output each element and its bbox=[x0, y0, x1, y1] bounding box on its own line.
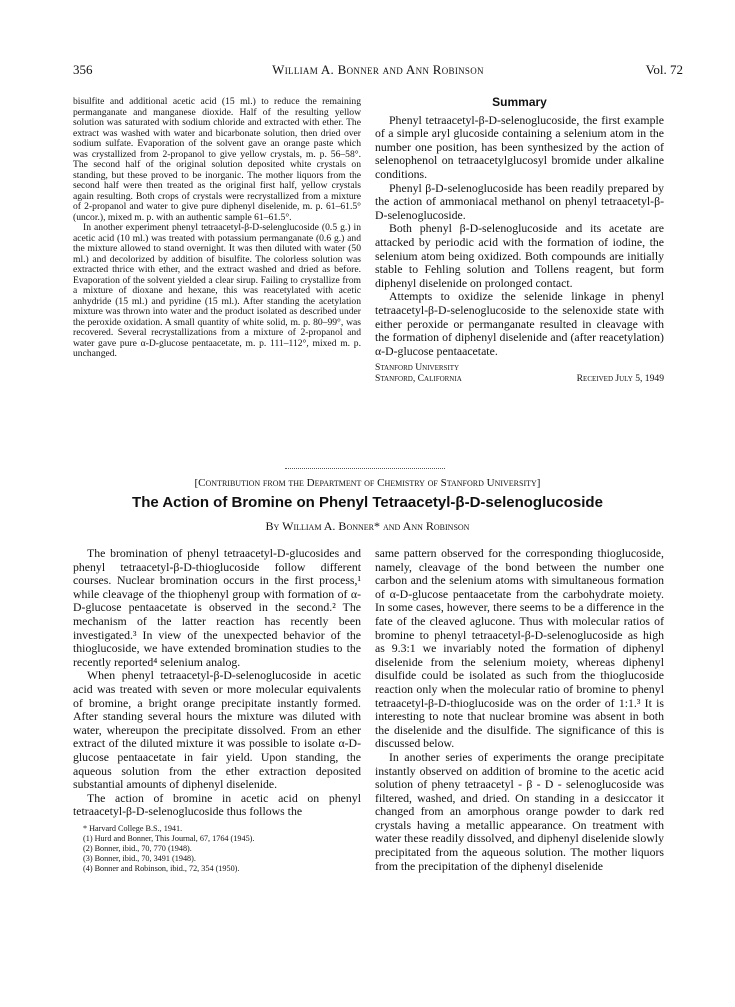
affiliation bbox=[375, 362, 664, 384]
summary-paragraph: Both phenyl β-D-selenoglucoside and its acetate are attacked by periodic acid with the formation of iodine, the selenium atom being oxidized. Both compounds are initially stable to Fehling solution and Tollens reagent, but form diphenyl diselenide on prolonged contact. bbox=[375, 221, 664, 290]
affiliation-line: Stanford, California bbox=[375, 373, 462, 385]
article-title: The Action of Bromine on Phenyl Tetraacetyl-β-D-selenoglucoside bbox=[132, 494, 603, 511]
article-right-column bbox=[375, 547, 664, 873]
footnote: (4) Bonner and Robinson, ibid., 72, 354 (1950). bbox=[83, 863, 240, 873]
experimental-text-column bbox=[73, 97, 361, 360]
article-left-column bbox=[73, 547, 361, 874]
received-date: Received July 5, 1949 bbox=[576, 373, 664, 385]
experimental-paragraph: bisulfite and additional acetic acid (15 ml.) to reduce the remaining permanganate and manganese dioxide. Half of the resulting yellow solution was saturated with sodium chloride and extracted with ether. The extract was washed with water and bicarbonate solution, then dried over sodium sulfate. Evaporation of the solvent gave an orange paste which was crystallized from 2-propanol to give yellow crystals, m. p. 56–58°. The second half of the original solution deposited white crystals on standing, but these proved to be inorganic. The mother liquors from the second half were then treated as the original first half, yellow crystals again resulting. Both crops of crystals were recrystallized from a mixture of 2-propanol and water to give pure diphenyl diselenide, m. p. 61–61.5° (uncor.), mixed m. p. with an authentic sample 61–61.5°. bbox=[73, 96, 361, 223]
footnotes bbox=[73, 824, 361, 874]
body-paragraph: When phenyl tetraacetyl-β-D-selenoglucoside in acetic acid was treated with seven or more molecular equivalents of bromine, a bright orange precipitate instantly formed. After standing several hours the mixture was diluted with water, whereupon the precipitate dissolved. From an ether extract of the diluted mixture it was possible to isolate α-D-glucose pentaacetate in fair yield. Upon standing, the aqueous solution from the ether extraction deposited substantial amounts of diphenyl diselenide. bbox=[73, 668, 361, 792]
summary-section bbox=[375, 96, 664, 384]
body-paragraph: same pattern observed for the corresponding thioglucoside, namely, cleavage of the bond between the number one carbon and the selenium atoms with simultaneous formation of α-D-glucose pentaacetate from the carbohydrate moiety. In some cases, however, there seems to be a difference in the fate of the cleaved aglucone. Thus with molecular ratios of bromine to phenyl tetraacetyl-β-D-selenoglucoside as high as 9.3:1 we invariably noted the formation of diphenyl diselenide from the selenium moiety, whereas diphenyl disulfide could be isolated as such from the thioglucoside reaction only when the molecular ratio of bromine to phenyl tetraacetyl-β-D-thioglucoside was on the order of 1:1.³ It is interesting to note that nuclear bromine was absent in both the diselenide and the disulfide. The significance of this is discussed below. bbox=[375, 546, 664, 751]
body-paragraph: The bromination of phenyl tetraacetyl-D-glucosides and phenyl tetraacetyl-β-D-thioglucoside follow different courses. Nuclear bromination occurs in the first process,¹ while cleavage of the thiophenyl group with formation of α-D-glucose pentaacetate is observed in the second.² The mechanism of the latter reaction has recently been investigated.³ In view of the unexpected behavior of the thioglucoside, we have extended bromination studies to the recently reported⁴ selenium analog. bbox=[73, 546, 361, 669]
summary-heading: Summary bbox=[492, 95, 547, 109]
article-divider bbox=[285, 468, 445, 469]
volume-number: Vol. 72 bbox=[645, 62, 683, 77]
contribution-line: [Contribution from the Department of Chemistry of Stanford University] bbox=[194, 477, 541, 489]
page-number: 356 bbox=[73, 62, 93, 77]
experimental-paragraph: In another experiment phenyl tetraacetyl-β-D-selenglucoside (0.5 g.) in acetic acid (10 ml.) was treated with potassium permanganate (0.6 g.) and the mixture allowed to stand overnight. It was then diluted with water (50 ml.) and decolorized by addition of bisulfite. The colorless solution was extracted thrice with ether, and the extract washed and dried as before. Evaporation of the solvent yielded a clear sirup. Failing to crystallize from a mixture of dioxane and hexane, this was reacetylated with acetic anhydride (15 ml.) and pyridine (15 ml.). After standing the acetylation mixture was thrown into water and the product isolated as described under the peroxide oxidation. A small quantity of white solid, m. p. 80–99°, was recovered. Several recrystallizations from a mixture of 2-propanol and water gave pure α-D-glucose pentaacetate, m. p. 111–112°, mixed m. p. unchanged. bbox=[73, 222, 361, 359]
footnote: (2) Bonner, ibid., 70, 770 (1948). bbox=[83, 843, 192, 853]
running-head bbox=[73, 62, 683, 78]
summary-paragraph: Phenyl tetraacetyl-β-D-selenoglucoside, the first example of a simple aryl glucoside containing a selenium atom in the number one position, has been synthesized by the action of selenophenol on tetraacetylglucosyl bromide under alkaline conditions. bbox=[375, 112, 664, 181]
byline: By William A. Bonner* and Ann Robinson bbox=[265, 519, 470, 533]
body-paragraph: The action of bromine in acetic acid on phenyl tetraacetyl-β-D-selenoglucoside thus follows the bbox=[73, 790, 361, 819]
summary-paragraph: Attempts to oxidize the selenide linkage in phenyl tetraacetyl-β-D-selenoglucoside to the selenoxide state with either peroxide or permanganate resulted in cleavage with the formation of diphenyl diselenide and (after reacetylation) α-D-glucose pentaacetate. bbox=[375, 289, 664, 358]
footnote: (1) Hurd and Bonner, This Journal, 67, 1764 (1945). bbox=[83, 833, 255, 843]
footnote: * Harvard College B.S., 1941. bbox=[83, 823, 183, 833]
body-paragraph: In another series of experiments the orange precipitate instantly observed on addition of bromine to the acetic acid solution of pheny tetraacetyl - β - D - selenoglucoside was filtered, washed, and dried. On standing in a desiccator it changed from an amorphous orange powder to dark red crystals having a metallic appearance. On treatment with water these readily dissolved, and diphenyl diselenide slowly precipitated from the aqueous solution. The mother liquors from the precipitation of the diphenyl diselenide bbox=[375, 749, 664, 873]
running-head-authors: William A. Bonner and Ann Robinson bbox=[272, 62, 484, 77]
summary-paragraph: Phenyl β-D-selenoglucoside has been readily prepared by the action of ammoniacal methanol on phenyl tetraacetyl-β-D-selenoglucoside. bbox=[375, 180, 664, 222]
affiliation-line: Stanford University bbox=[375, 362, 460, 374]
footnote: (3) Bonner, ibid., 70, 3491 (1948). bbox=[83, 853, 196, 863]
